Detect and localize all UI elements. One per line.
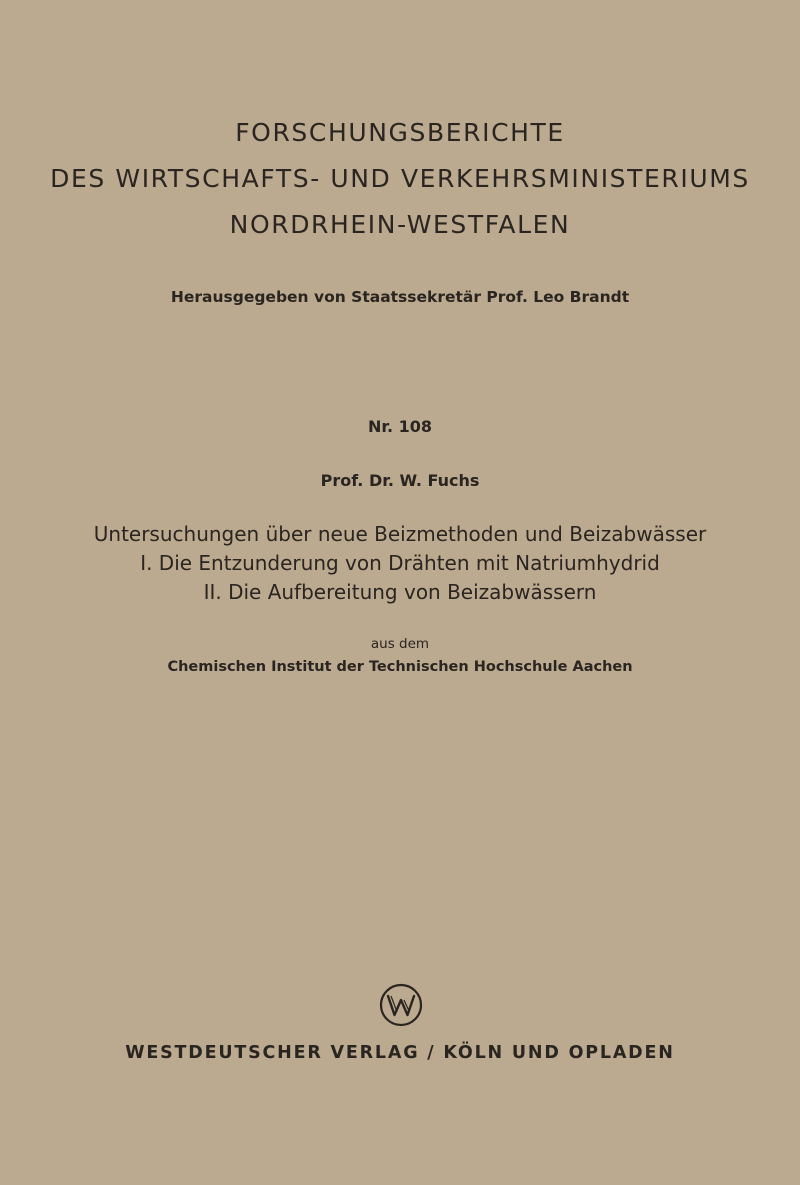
series-title-line-2: DES WIRTSCHAFTS- UND VERKEHRSMINISTERIUMS [50, 164, 750, 193]
origin-prefix: aus dem [370, 636, 430, 652]
institute-name: Chemischen Institut der Technischen Hochschule Aachen [167, 659, 633, 675]
series-title-line-3: NORDRHEIN-WESTFALEN [229, 210, 571, 239]
author: Prof. Dr. W. Fuchs [320, 471, 480, 490]
editor-line: Herausgegeben von Staatssekretär Prof. Leo Brandt [170, 288, 630, 306]
publisher-logo-icon [379, 983, 423, 1027]
publisher: WESTDEUTSCHER VERLAG / KÖLN UND OPLADEN [125, 1043, 675, 1063]
report-number: Nr. 108 [367, 417, 433, 436]
title-line-2: I. Die Entzunderung von Drähten mit Natriumhydrid [140, 551, 660, 575]
title-line-3: II. Die Aufbereitung von Beizabwässern [203, 580, 597, 604]
series-title-line-1: FORSCHUNGSBERICHTE [235, 118, 565, 147]
title-line-1: Untersuchungen über neue Beizmethoden und Beizabwässer [93, 522, 707, 546]
